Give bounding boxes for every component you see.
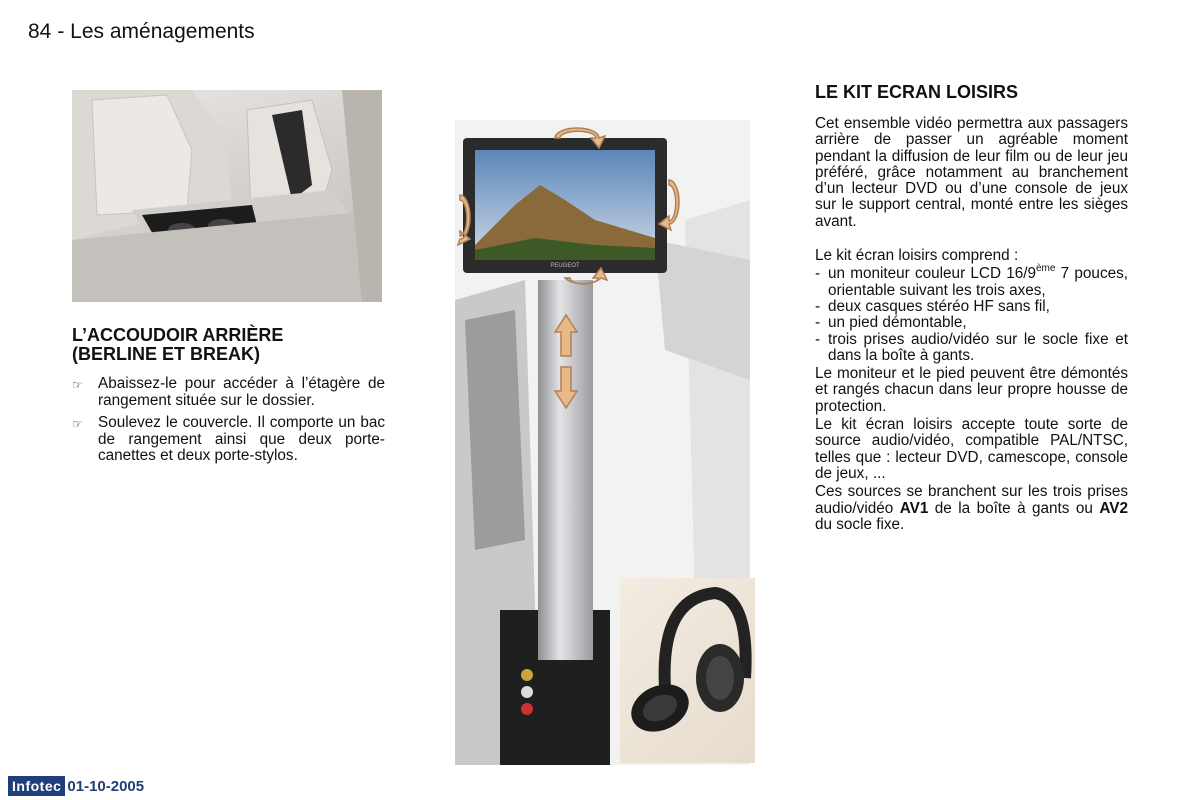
list-item: - deux casques stéréo HF sans fil, (815, 297, 1050, 315)
list-item: - trois prises audio/vidéo sur le socle fixe et dans la boîte à gants. (815, 330, 1128, 364)
headphones-illustration (620, 578, 755, 763)
armrest-instructions (72, 376, 385, 471)
armrest-title (72, 326, 392, 364)
instruction-text: Soulevez le couvercle. Il comporte un bac de rangement ainsi que deux porte-canettes et deux porte-stylos. (98, 414, 385, 464)
footer (8, 776, 144, 796)
instruction-text: Abaissez-le pour accéder à l’étagère de rangement située sur le dossier. (98, 375, 385, 409)
section-title: - Les aménagements (57, 20, 255, 43)
infotec-logo: Infotec (8, 776, 65, 796)
kit-connect-paragraph: Ces sources se branchent sur les trois prises audio/vidéo AV1 de la boîte à gants ou AV2 du socle fixe. (815, 483, 1128, 533)
kit-title: LE KIT ECRAN LOISIRS (815, 82, 1019, 102)
pointing-hand-icon: ☞ (72, 417, 83, 431)
pointing-hand-icon: ☞ (72, 378, 83, 392)
armrest-title-line1: L’ACCOUDOIR ARRIÈRE (72, 325, 284, 345)
kit-intro: Cet ensemble vidéo permettra aux passagers arrière de passer un agréable moment pendant la diffusion de leur film ou de leur jeu préféré, grâce notamment au branchement d’un lecteur DVD ou d’une console de jeux sur le support central, monté entre les sièges avant. (815, 115, 1128, 230)
footer-date: 01-10-2005 (67, 777, 145, 795)
page-number: 84 (28, 20, 52, 43)
list-item: - un moniteur couleur LCD 16/9ème 7 pouces, orientable suivant les trois axes, (815, 263, 1128, 299)
page-header (28, 20, 261, 44)
kit-includes-label: Le kit écran loisirs comprend : (815, 247, 1019, 265)
armrest-photo (72, 90, 382, 302)
list-item: - un pied démontable, (815, 314, 967, 332)
instruction-item (72, 376, 385, 409)
kit-contents-list (815, 263, 1128, 364)
av1-label: AV1 (899, 499, 929, 517)
kit-protection-paragraph: Le moniteur et le pied peuvent être démontés et rangés chacun dans leur propre housse de protection. (815, 365, 1128, 415)
headphones-photo (620, 578, 755, 763)
screen-brand: PEUGEOT (550, 263, 580, 269)
instruction-item (72, 415, 385, 465)
armrest-illustration (72, 90, 382, 302)
kit-sources-paragraph: Le kit écran loisirs accepte toute sorte de source audio/vidéo, compatible PAL/NTSC, telles que : lecteur DVD, camescope, console de jeux, ... (815, 416, 1128, 482)
kit-description (815, 116, 1128, 533)
av2-label: AV2 (1099, 499, 1128, 517)
armrest-title-line2: (BERLINE ET BREAK) (72, 344, 260, 364)
